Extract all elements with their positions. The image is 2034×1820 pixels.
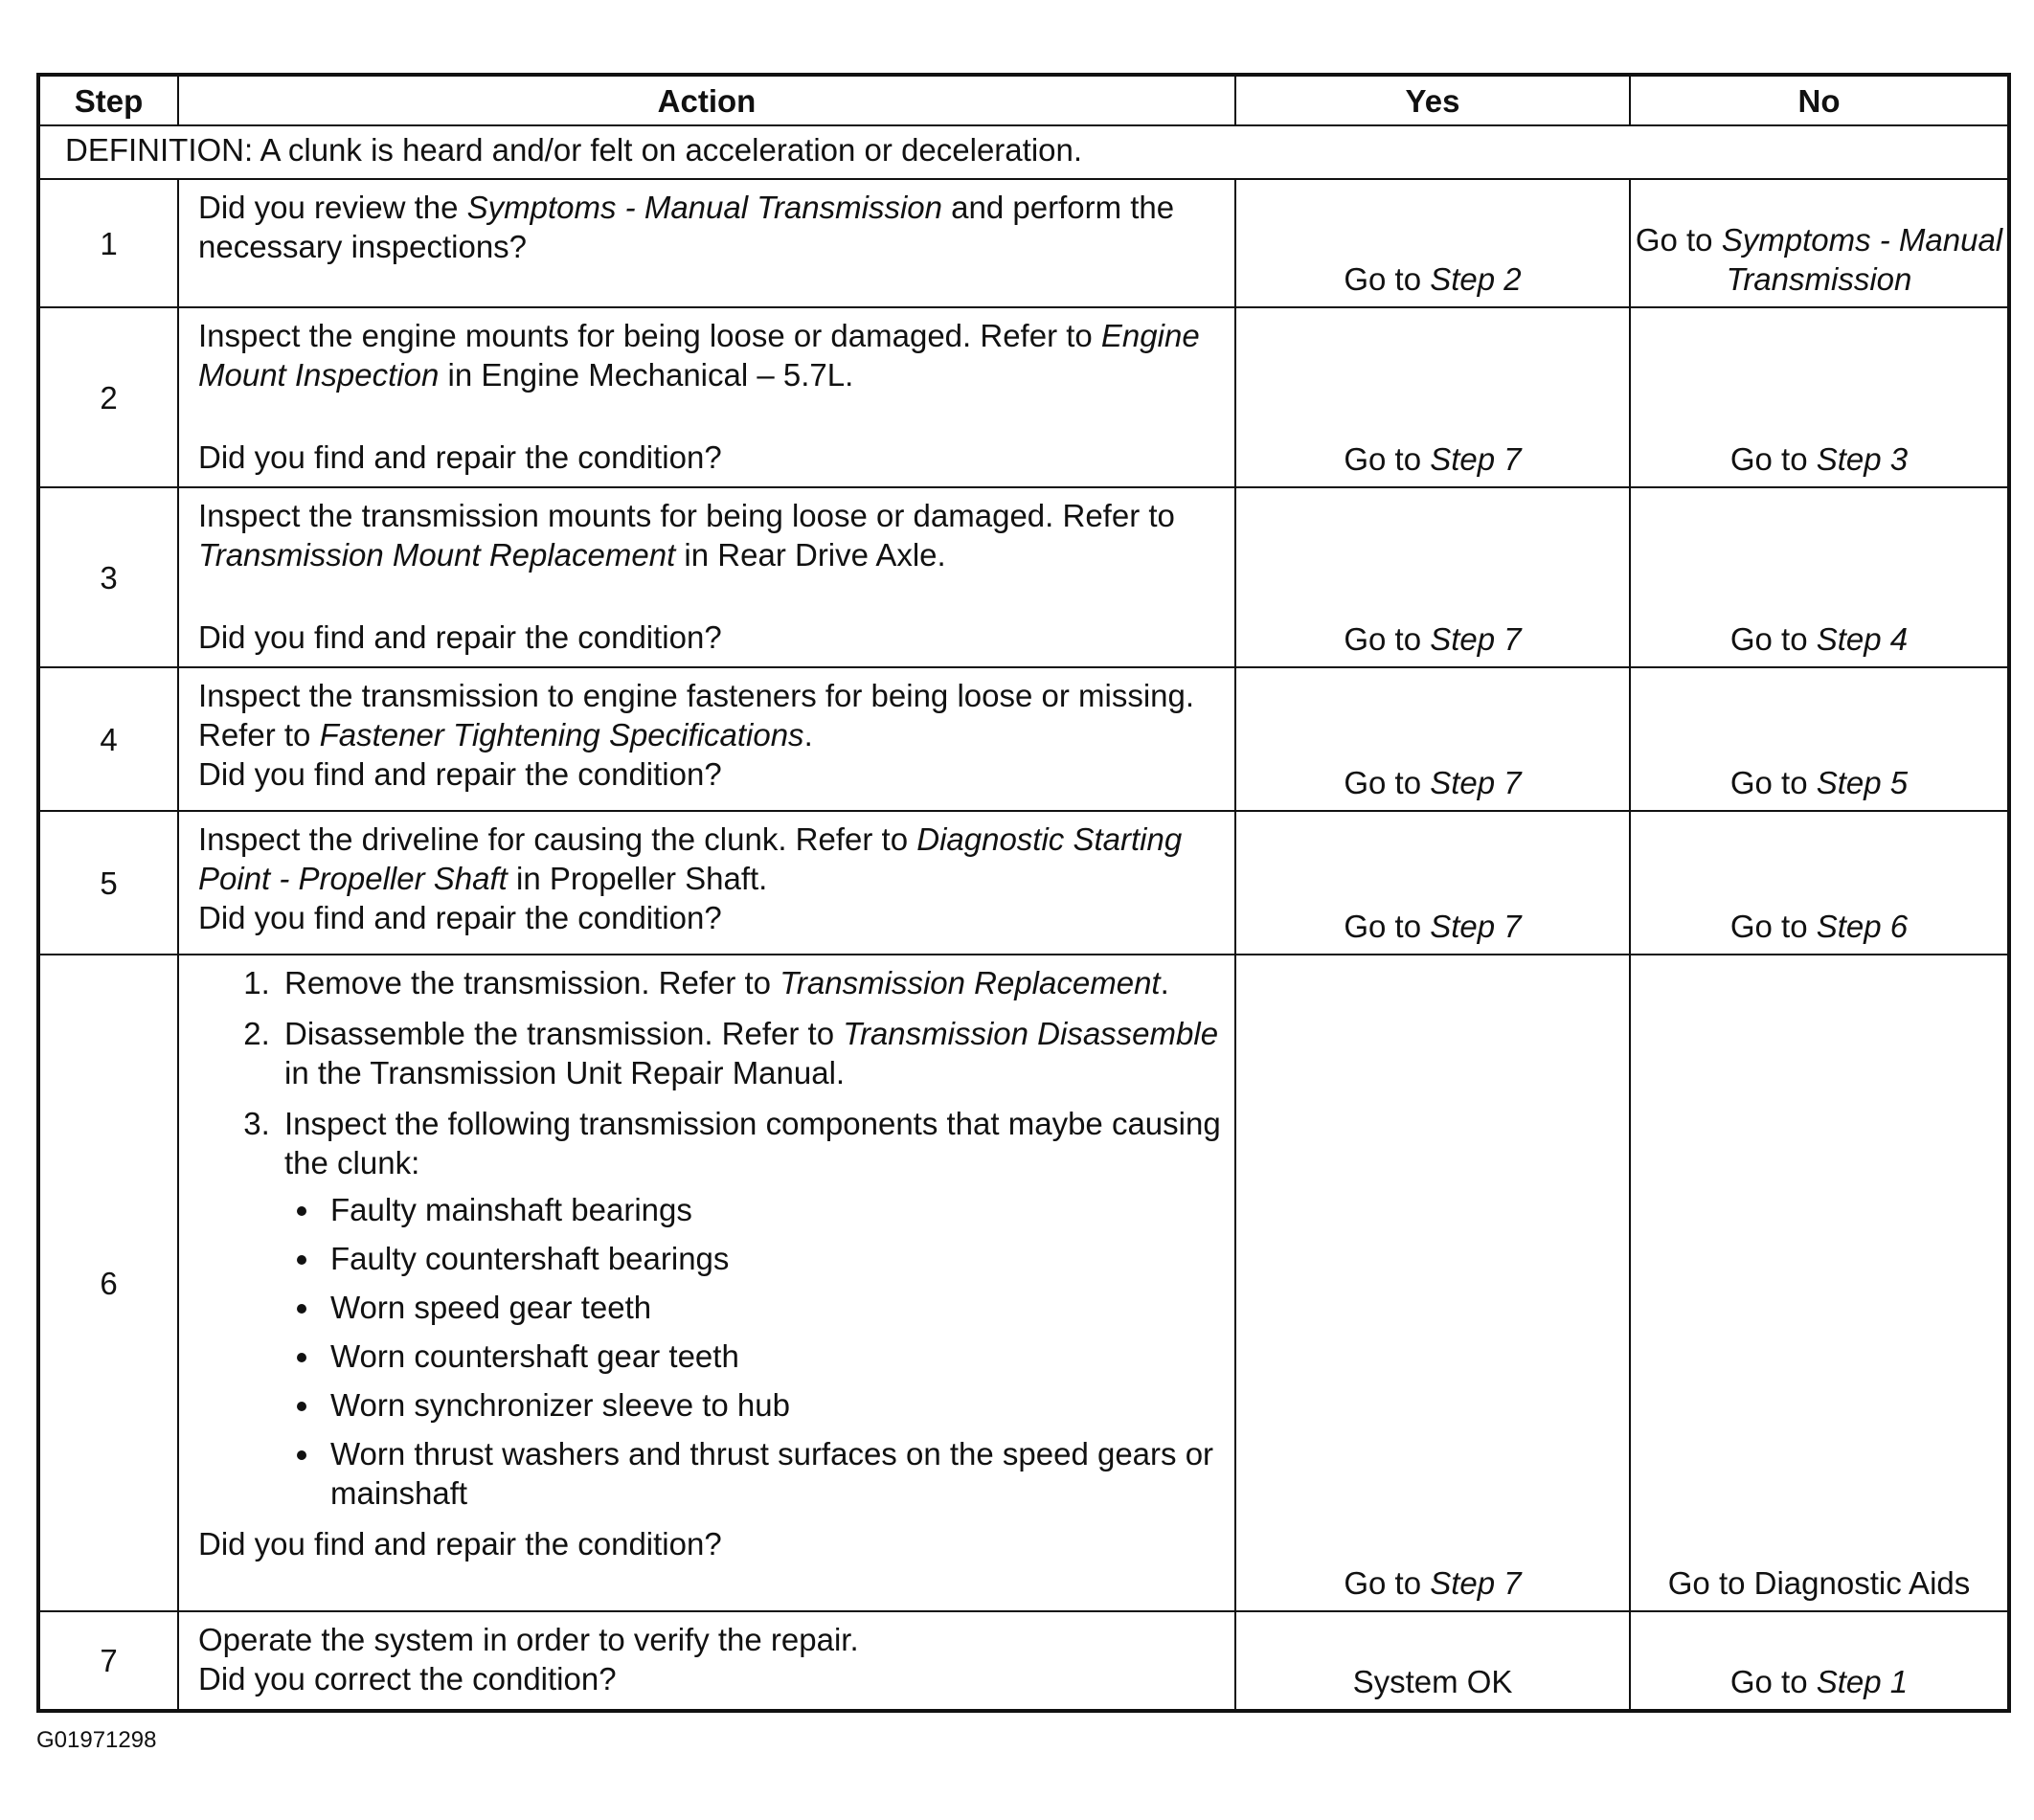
no-step-link: Step 5 <box>1816 765 1909 800</box>
substep-text: . <box>1160 965 1169 1000</box>
substep-item <box>279 1014 1223 1092</box>
substep-list <box>198 963 1223 1513</box>
action-cell <box>178 811 1235 955</box>
no-text: Go to <box>1729 441 1817 477</box>
action-cell <box>178 667 1235 811</box>
yes-cell <box>1235 179 1630 307</box>
definition-text: DEFINITION: A clunk is heard and/or felt on acceleration or deceleration. <box>38 125 2009 179</box>
substep-text: Remove the transmission. Refer to <box>284 965 780 1000</box>
no-text: Go to <box>1729 621 1817 657</box>
reference-link: Engine Mount Inspection <box>198 318 1200 393</box>
table-row <box>38 811 2009 955</box>
reference-link: Transmission Replacement <box>780 965 1161 1000</box>
reference-link: Diagnostic Starting Point - Propeller Shaft <box>198 821 1183 896</box>
table-row <box>38 307 2009 487</box>
yes-text: Go to <box>1344 1565 1431 1601</box>
yes-step-link: Step 2 <box>1430 261 1522 297</box>
yes-text: Go to <box>1344 441 1431 477</box>
action-text: Did you review the <box>198 190 467 225</box>
yes-text: Go to <box>1344 621 1431 657</box>
yes-text: Go to <box>1344 261 1431 297</box>
list-item: • Worn countershaft gear teeth <box>323 1337 1223 1376</box>
no-link: Symptoms - Manual Transmission <box>1721 222 2003 297</box>
yes-cell <box>1235 1611 1630 1711</box>
header-action: Action <box>178 75 1235 125</box>
no-cell <box>1630 487 2009 667</box>
header-yes: Yes <box>1235 75 1630 125</box>
yes-cell <box>1235 487 1630 667</box>
yes-text: Go to <box>1344 909 1431 944</box>
table-row <box>38 1611 2009 1711</box>
header-row <box>38 75 2009 125</box>
yes-cell <box>1235 667 1630 811</box>
no-text: Go to <box>1729 765 1817 800</box>
step-number: 2 <box>38 307 178 487</box>
reference-link: Fastener Tightening Specifications <box>319 717 804 753</box>
action-text: in Propeller Shaft. <box>507 861 768 896</box>
list-item: • Faulty mainshaft bearings <box>323 1190 1223 1229</box>
action-text: Operate the system in order to verify the repair. <box>198 1622 859 1657</box>
yes-text: System OK <box>1352 1664 1513 1699</box>
list-item: • Worn thrust washers and thrust surfaces on the speed gears or mainshaft <box>323 1434 1223 1513</box>
question-text: Did you find and repair the condition? <box>198 439 722 475</box>
yes-cell <box>1235 307 1630 487</box>
list-item: • Faulty countershaft bearings <box>323 1239 1223 1278</box>
action-text: Inspect the engine mounts for being loose or damaged. Refer to <box>198 318 1101 353</box>
no-cell <box>1630 955 2009 1611</box>
action-text: Inspect the transmission to engine fasteners for being loose or missing. Refer to <box>198 678 1195 753</box>
yes-text: Go to <box>1344 765 1431 800</box>
reference-link: Transmission Mount Replacement <box>198 537 676 573</box>
action-cell <box>178 1611 1235 1711</box>
substep-text: in the Transmission Unit Repair Manual. <box>284 1055 846 1090</box>
question-text: Did you find and repair the condition? <box>198 756 722 792</box>
yes-cell <box>1235 811 1630 955</box>
step-number: 5 <box>38 811 178 955</box>
no-cell <box>1630 667 2009 811</box>
figure-code: G01971298 <box>36 1727 157 1753</box>
step-number: 6 <box>38 955 178 1611</box>
substep-text: Disassemble the transmission. Refer to <box>284 1016 844 1051</box>
action-text: in Engine Mechanical – 5.7L. <box>439 357 854 393</box>
header-step: Step <box>38 75 178 125</box>
no-text: Go to <box>1635 222 1722 258</box>
step-number: 1 <box>38 179 178 307</box>
action-text: . <box>803 717 813 753</box>
definition-row <box>38 125 2009 179</box>
no-step-link: Step 1 <box>1816 1664 1909 1699</box>
yes-step-link: Step 7 <box>1430 621 1522 657</box>
action-cell <box>178 179 1235 307</box>
question-text: Did you find and repair the condition? <box>198 1526 722 1562</box>
yes-step-link: Step 7 <box>1430 765 1522 800</box>
reference-link: Transmission Disassemble <box>843 1016 1219 1051</box>
no-step-link: Step 4 <box>1816 621 1909 657</box>
yes-step-link: Step 7 <box>1430 1565 1522 1601</box>
step-number: 7 <box>38 1611 178 1711</box>
step-number: 3 <box>38 487 178 667</box>
no-cell <box>1630 179 2009 307</box>
action-text: Inspect the transmission mounts for being loose or damaged. Refer to <box>198 498 1175 533</box>
table-row <box>38 955 2009 1611</box>
yes-step-link: Step 7 <box>1430 441 1522 477</box>
component-list <box>284 1190 1223 1513</box>
no-text: Go to <box>1729 909 1817 944</box>
yes-cell <box>1235 955 1630 1611</box>
diagnostic-table-container <box>36 73 2007 1713</box>
no-cell <box>1630 307 2009 487</box>
action-text: and perform the necessary inspections? <box>198 190 1175 264</box>
yes-step-link: Step 7 <box>1430 909 1522 944</box>
substep-item <box>279 1104 1223 1513</box>
action-cell <box>178 955 1235 1611</box>
substep-text: Inspect the following transmission components that maybe causing the clunk: <box>284 1106 1221 1180</box>
substep-item <box>279 963 1223 1002</box>
step-number: 4 <box>38 667 178 811</box>
question-text: Did you find and repair the condition? <box>198 619 722 655</box>
header-no: No <box>1630 75 2009 125</box>
diagnostic-table <box>36 73 2011 1713</box>
table-row <box>38 667 2009 811</box>
question-text: Did you correct the condition? <box>198 1661 617 1696</box>
table-row <box>38 179 2009 307</box>
action-text: in Rear Drive Axle. <box>675 537 946 573</box>
no-step-link: Step 3 <box>1816 441 1909 477</box>
action-text: Inspect the driveline for causing the clunk. Refer to <box>198 821 917 857</box>
no-text: Go to Diagnostic Aids <box>1667 1565 1971 1601</box>
table-row <box>38 487 2009 667</box>
list-item: • Worn speed gear teeth <box>323 1288 1223 1327</box>
reference-link: Symptoms - Manual Transmission <box>466 190 942 225</box>
no-step-link: Step 6 <box>1816 909 1909 944</box>
question-text: Did you find and repair the condition? <box>198 900 722 935</box>
action-cell <box>178 307 1235 487</box>
no-cell <box>1630 1611 2009 1711</box>
list-item: • Worn synchronizer sleeve to hub <box>323 1385 1223 1425</box>
no-text: Go to <box>1729 1664 1817 1699</box>
action-cell <box>178 487 1235 667</box>
no-cell <box>1630 811 2009 955</box>
